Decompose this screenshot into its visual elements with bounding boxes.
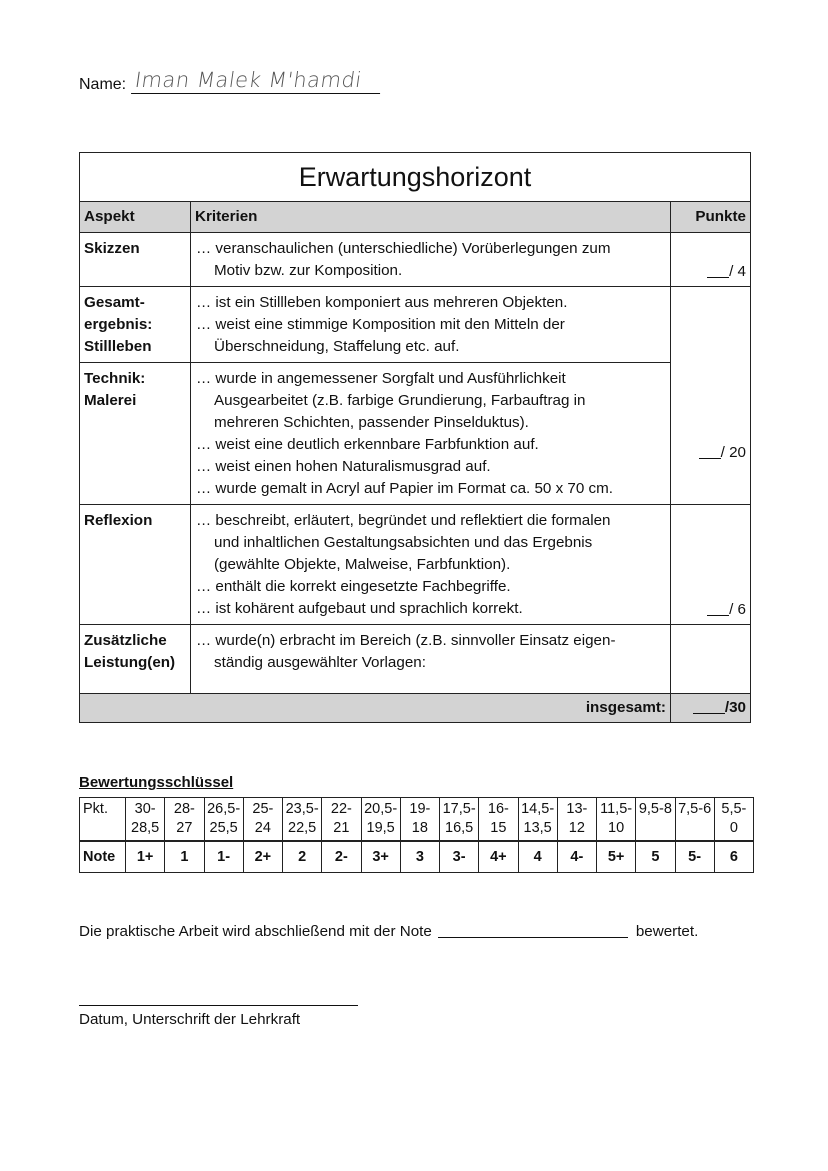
final-grade-text-after: bewertet.: [635, 923, 699, 940]
aspect-label: Malerei: [84, 392, 137, 409]
aspect-cell: [80, 287, 191, 363]
points-cell: 7,5-6: [675, 798, 714, 842]
points-cell: 11,5- 10: [597, 798, 636, 842]
grade-cell: 5-: [675, 841, 714, 873]
student-name-field[interactable]: Iman Malek M'hamdi: [131, 68, 384, 94]
points-cell: 17,5- 16,5: [440, 798, 479, 842]
score-max: / 4: [729, 263, 746, 280]
criteria-line: (gewählte Objekte, Malweise, Farbfunktion).: [214, 556, 511, 573]
score-blank[interactable]: [699, 443, 721, 459]
criteria-line: mehreren Schichten, passender Pinselduktus).: [214, 414, 529, 431]
criteria-line: … wurde(n) erbracht im Bereich (z.B. sinnvoller Einsatz eigen-: [196, 632, 616, 649]
aspect-label: Reflexion: [84, 512, 153, 529]
criteria-cell: [191, 625, 671, 694]
points-cell: 25- 24: [243, 798, 282, 842]
aspect-label: Technik:: [84, 370, 146, 387]
score-reflexion: [707, 599, 746, 621]
score-skizzen: [707, 261, 746, 283]
aspect-cell: [80, 233, 191, 287]
criteria-line: … veranschaulichen (unterschiedliche) Vorüberlegungen zum: [196, 240, 611, 257]
grade-cell: 3-: [440, 841, 479, 873]
score-blank[interactable]: [693, 698, 725, 714]
table-title: Erwartungshorizont: [80, 153, 751, 202]
grade-cell: 1-: [204, 841, 243, 873]
grade-cell: 2-: [322, 841, 361, 873]
row-zusaetzliche-leistung: [80, 625, 751, 694]
aspect-cell: [80, 363, 191, 505]
grades-row: [80, 841, 754, 873]
score-blank[interactable]: [707, 600, 729, 616]
points-label: Pkt.: [80, 798, 126, 842]
points-cell: 13- 12: [557, 798, 596, 842]
criteria-line: … wurde in angemessener Sorgfalt und Ausführlichkeit: [196, 370, 566, 387]
grade-cell: 1: [165, 841, 204, 873]
points-row: [80, 798, 754, 842]
grade-cell: 2+: [243, 841, 282, 873]
points-cell: 5,5- 0: [714, 798, 753, 842]
name-line: [79, 68, 380, 94]
points-cell: 28- 27: [165, 798, 204, 842]
header-aspekt: Aspekt: [80, 202, 191, 233]
score-max: / 20: [720, 444, 746, 461]
header-punkte: Punkte: [671, 202, 751, 233]
criteria-line: … weist einen hohen Naturalismusgrad auf.: [196, 458, 491, 475]
grade-label: Note: [80, 841, 126, 873]
points-cell: 16- 15: [479, 798, 518, 842]
aspect-label: Zusätzliche: [84, 632, 167, 649]
expectation-table: [79, 152, 751, 723]
criteria-cell: [191, 505, 671, 625]
final-grade-text-before: Die praktische Arbeit wird abschließend mit der Note: [79, 923, 432, 940]
points-cell: 22- 21: [322, 798, 361, 842]
aspect-cell: [80, 505, 191, 625]
grade-cell: 3+: [361, 841, 400, 873]
points-cell: 26,5- 25,5: [204, 798, 243, 842]
criteria-line: … wurde gemalt in Acryl auf Papier im Format ca. 50 x 70 cm.: [196, 480, 613, 497]
table-header-row: [80, 202, 751, 233]
criteria-line: Ausgearbeitet (z.B. farbige Grundierung, Farbauftrag in: [214, 392, 586, 409]
grade-cell: 6: [714, 841, 753, 873]
aspect-label: Stillleben: [84, 338, 152, 355]
row-technik-malerei: [80, 363, 751, 505]
criteria-line: und inhaltlichen Gestaltungsabsichten und das Ergebnis: [214, 534, 593, 551]
criteria-line: Überschneidung, Staffelung etc. auf.: [214, 338, 460, 355]
final-grade-blank[interactable]: [438, 922, 628, 938]
total-score[interactable]: [671, 694, 751, 723]
score-blank[interactable]: [707, 262, 729, 278]
score-cell-skizzen[interactable]: [671, 233, 751, 287]
signature-line[interactable]: [79, 1005, 358, 1006]
grade-cell: 5+: [597, 841, 636, 873]
grade-cell: 4+: [479, 841, 518, 873]
criteria-line: Motiv bzw. zur Komposition.: [214, 262, 403, 279]
criteria-line: … weist eine stimmige Komposition mit den Mitteln der: [196, 316, 565, 333]
grading-key-title: Bewertungsschlüssel: [79, 774, 234, 791]
grade-cell: 5: [636, 841, 675, 873]
criteria-line: ständig ausgewählter Vorlagen:: [214, 654, 426, 671]
signature-label: Datum, Unterschrift der Lehrkraft: [79, 1011, 301, 1028]
score-cell-malerei[interactable]: [671, 287, 751, 505]
aspect-label: Leistung(en): [84, 654, 176, 671]
points-cell: 20,5- 19,5: [361, 798, 400, 842]
points-cell: 23,5- 22,5: [283, 798, 322, 842]
criteria-cell: [191, 363, 671, 505]
total-row: [80, 694, 751, 723]
score-malerei: [699, 442, 746, 464]
criteria-line: … ist kohärent aufgebaut und sprachlich korrekt.: [196, 600, 523, 617]
criteria-line: … enthält die korrekt eingesetzte Fachbegriffe.: [196, 578, 511, 595]
grading-key-table: [79, 797, 754, 873]
grade-cell: 4-: [557, 841, 596, 873]
grade-cell: 2: [283, 841, 322, 873]
aspect-label: ergebnis:: [84, 316, 153, 333]
score-cell-reflexion[interactable]: [671, 505, 751, 625]
points-cell: 9,5-8: [636, 798, 675, 842]
points-cell: 30- 28,5: [126, 798, 165, 842]
grade-cell: 4: [518, 841, 557, 873]
criteria-line: … beschreibt, erläutert, begründet und reflektiert die formalen: [196, 512, 611, 529]
score-cell-zusaetzlich[interactable]: [671, 625, 751, 694]
aspect-cell: [80, 625, 191, 694]
aspect-label: Skizzen: [84, 240, 140, 257]
score-max: / 6: [729, 601, 746, 618]
grade-cell: 1+: [126, 841, 165, 873]
total-label: insgesamt:: [80, 694, 671, 723]
final-grade-sentence: [79, 922, 698, 940]
row-reflexion: [80, 505, 751, 625]
criteria-line: … weist eine deutlich erkennbare Farbfunktion auf.: [196, 436, 539, 453]
criteria-cell: [191, 233, 671, 287]
name-label: Name:: [79, 76, 127, 93]
row-skizzen: [80, 233, 751, 287]
points-cell: 19- 18: [400, 798, 439, 842]
criteria-cell: [191, 287, 671, 363]
criteria-line: … ist ein Stillleben komponiert aus mehreren Objekten.: [196, 294, 568, 311]
points-cell: 14,5- 13,5: [518, 798, 557, 842]
aspect-label: Gesamt-: [84, 294, 145, 311]
row-gesamtergebnis: [80, 287, 751, 363]
grade-cell: 3: [400, 841, 439, 873]
header-kriterien: Kriterien: [191, 202, 671, 233]
total-max: /30: [724, 699, 746, 716]
